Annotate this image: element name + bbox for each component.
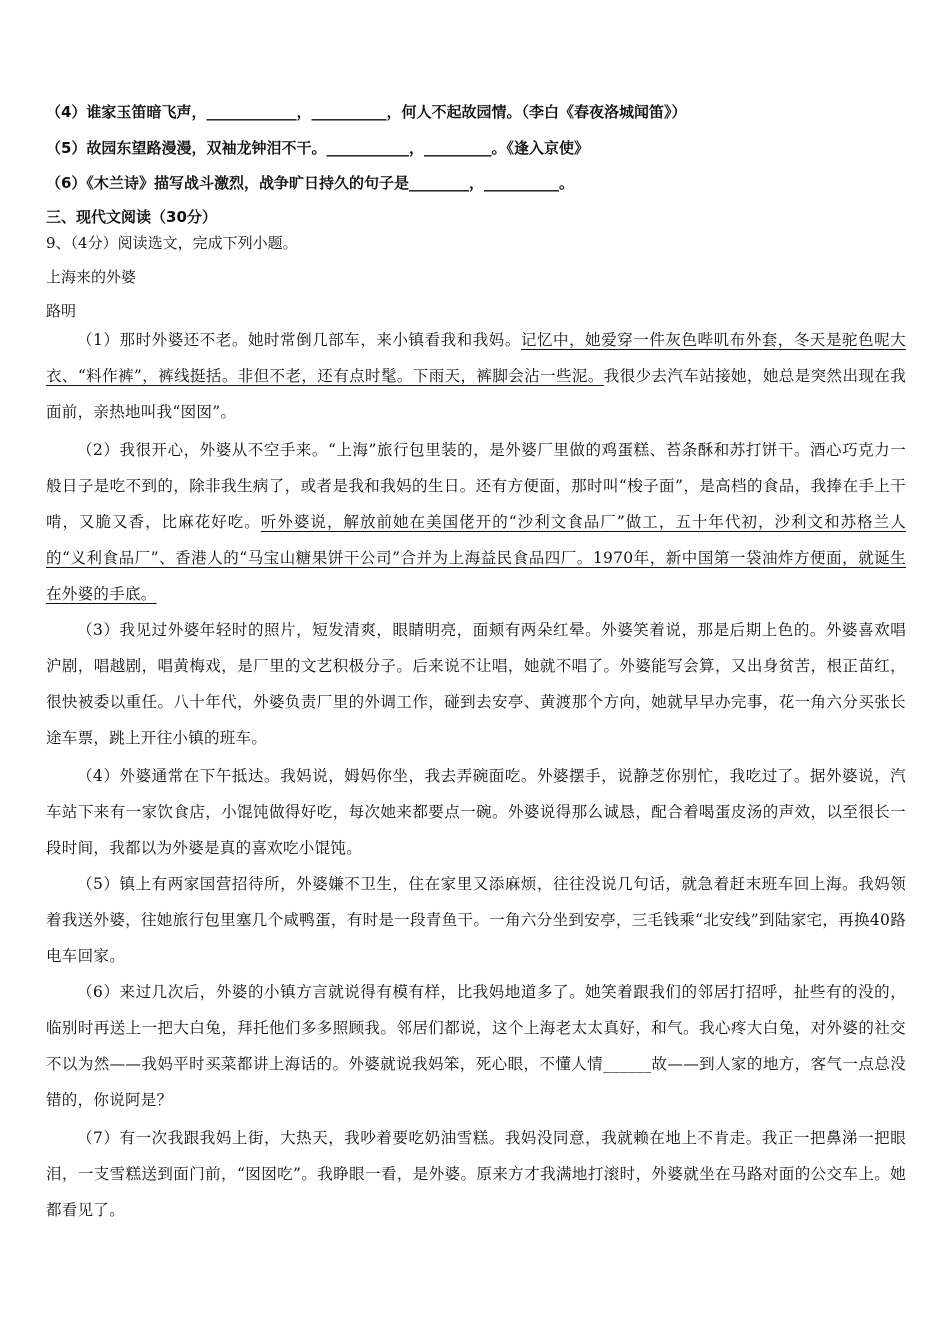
fill-line-text: ，何人不起故园情。（李白《春夜洛城闻笛》） — [386, 103, 687, 121]
fill-line-6 — [46, 172, 910, 193]
question-prompt: 9、（4分）阅读选文，完成下列小题。 — [46, 234, 298, 252]
paragraph-text: （7）有一次我跟我妈上街，大热天，我吵着要吃奶油雪糕。我妈没同意，我就赖在地上不肯走。我正一把鼻涕一把眼泪，一支雪糕送到面门前，“囡囡吃”。我睁眼一看，是外婆。原来方才我满地打滚时，外婆就坐在马路对面的公交车上。她都看见了。 — [46, 1129, 906, 1219]
answer-blank[interactable]: __________ — [311, 103, 387, 121]
paragraph-text: （6）来过几次后，外婆的小镇方言就说得有模有样，比我妈地道多了。她笑着跟我们的邻居打招呼，扯些有的没的，临别时再送上一把大白兔，拜托他们多多照顾我。邻居们都说，这个上海老太太真好，和气。我心疼大白兔，对外婆的社交不以为然——我妈平时买菜都讲上海话的。外婆就说我妈笨，死心眼，不懂人情______故——到人家的地方，客气一点总没错的，你说阿是？ — [46, 983, 906, 1109]
underlined-text: 听外婆说，解放前她在美国佬开的“沙利文食品厂”做工，五十年代初，沙利文和苏格兰人的“义利食品厂”、香港人的“马宝山糖果饼干公司”合并为上海益民食品四厂。1970年，新中国第一袋油炸方便面，就诞生在外婆的手底。 — [46, 513, 906, 603]
article-title: 上海来的外婆 — [46, 268, 137, 286]
fill-line-4 — [46, 101, 910, 122]
fill-line-text: ， — [408, 139, 424, 157]
article-author: 路明 — [46, 302, 77, 320]
fill-line-5 — [46, 137, 910, 158]
underlined-text: 记忆中，她爱穿一件灰色哔叽布外套，冬天是驼色呢大衣、“料作裤”，裤线挺括。非但不老，还有点时髦。下雨天，裤脚会沾一些泥。 — [46, 331, 907, 385]
answer-blank[interactable]: __________ — [483, 174, 559, 192]
answer-blank[interactable]: _________ — [423, 139, 492, 157]
paragraph-text: （4）外婆通常在下午抵达。我妈说，姆妈你坐，我去弄碗面吃。外婆摆手，说静芝你别忙，我吃过了。据外婆说，汽车站下来有一家饮食店，小馄饨做得好吃，每次她来都要点一碗。外婆说得那么诚恳，配合着喝蛋皮汤的声效，以至很长一段时间，我都以为外婆是真的喜欢吃小馄饨。 — [46, 767, 906, 857]
answer-blank[interactable]: ___________ — [326, 139, 409, 157]
fill-line-text: （5）故园东望路漫漫，双袖龙钟泪不干。 — [46, 139, 327, 157]
paragraph-5 — [46, 866, 906, 974]
paragraph-3 — [46, 612, 906, 756]
fill-line-text: ， — [468, 174, 484, 192]
paragraph-text: （2）我很开心，外婆从不空手来。“上海”旅行包里装的，是外婆厂里做的鸡蛋糕、苔条酥和苏打饼干。酒心巧克力一般日子是吃不到的，除非我生病了，或者是我和我妈的生日。还有方便面，那时叫“梭子面”，是高档的食品，我捧在手上干啃，又脆又香，比麻花好吃。 — [46, 441, 906, 531]
paragraph-7 — [46, 1120, 906, 1228]
answer-blank[interactable]: ________ — [408, 174, 469, 192]
fill-line-text: 。 — [558, 174, 574, 192]
answer-blank[interactable]: ____________ — [206, 103, 297, 121]
paragraph-text: 我很少去汽车站接她，她总是突然出现在我面前，亲热地叫我“囡囡”。 — [46, 367, 906, 421]
fill-line-text: ， — [296, 103, 312, 121]
fill-line-text: （6）《木兰诗》描写战斗激烈，战争旷日持久的句子是 — [46, 174, 409, 192]
paragraph-4 — [46, 758, 906, 866]
fill-line-text: （4）谁家玉笛暗飞声， — [46, 103, 207, 121]
paragraph-text: （3）我见过外婆年轻时的照片，短发清爽，眼睛明亮，面颊有两朵红晕。外婆笑着说，那是后期上色的。外婆喜欢唱沪剧，唱越剧，唱黄梅戏，是厂里的文艺积极分子。后来说不让唱，她就不唱了。外婆能写会算，又出身贫苦，根正苗红，很快被委以重任。八十年代，外婆负责厂里的外调工作，碰到去安亭、黄渡那个方向，她就早早办完事，花一角六分买张长途车票，跳上开往小镇的班车。 — [46, 621, 906, 747]
paragraph-text: （1）那时外婆还不老。她时常倒几部车，来小镇看我和我妈。 — [77, 331, 521, 349]
paragraph-6 — [46, 974, 906, 1118]
paragraph-2 — [46, 432, 906, 612]
section-title: 三、现代文阅读（30分） — [46, 208, 217, 226]
paragraph-1 — [46, 322, 906, 430]
fill-line-text: 。《逢入京使》 — [491, 139, 589, 157]
paragraph-text: （5）镇上有两家国营招待所，外婆嫌不卫生，住在家里又添麻烦，往往没说几句话，就急着赶末班车回上海。我妈领着我送外婆，往她旅行包里塞几个咸鸭蛋，有时是一段青鱼干。一角六分坐到安亭，三毛钱乘“北安线”到陆家宅，再换40路电车回家。 — [46, 875, 906, 965]
